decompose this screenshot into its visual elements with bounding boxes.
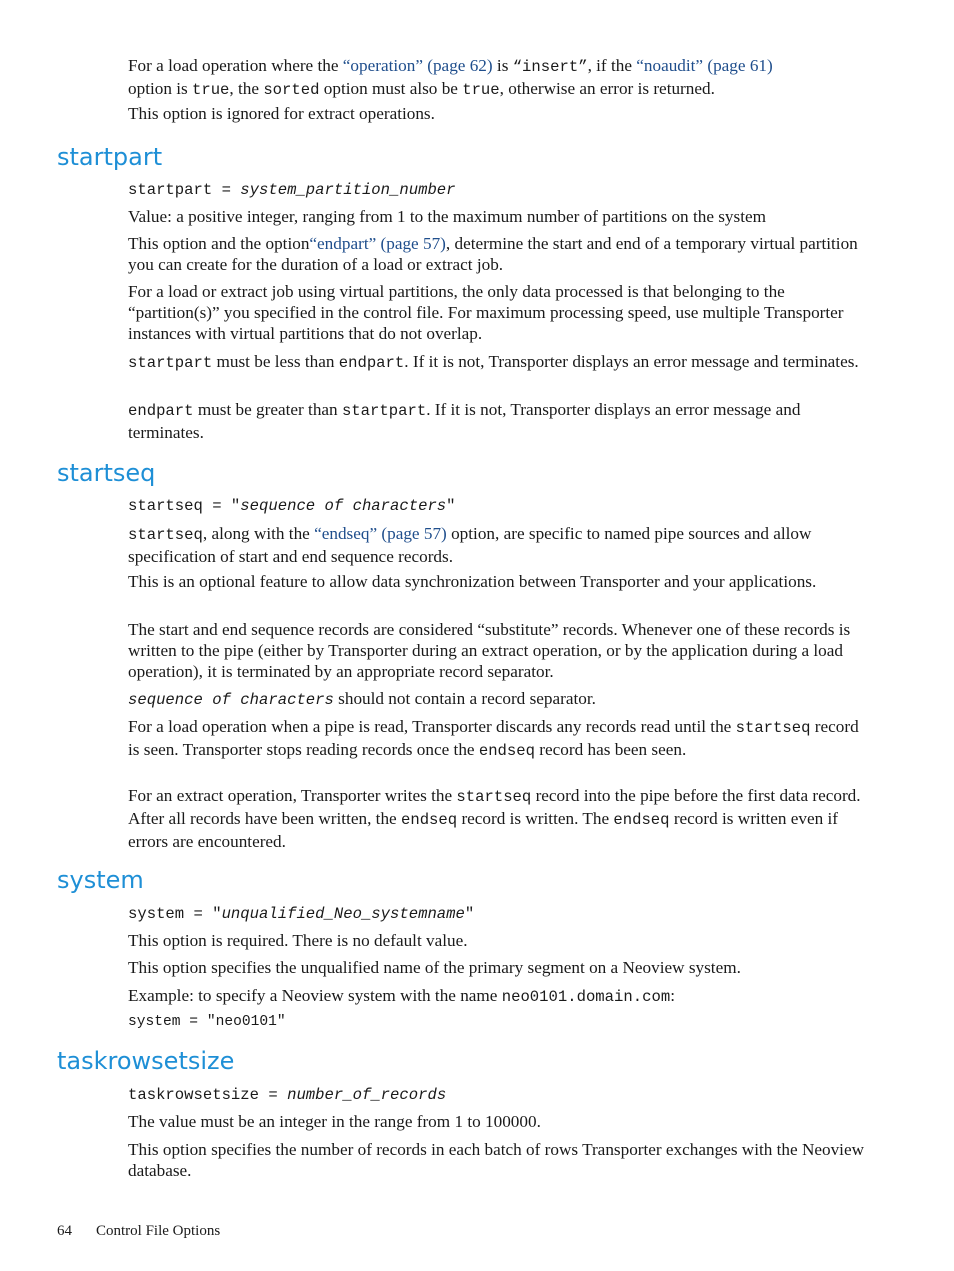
taskrowsetsize-heading: taskrowsetsize — [57, 1047, 235, 1075]
startseq-heading: startseq — [57, 459, 156, 487]
taskrowsetsize-paragraph-1: The value must be an integer in the range from 1 to 100000. — [128, 1112, 541, 1131]
taskrowsetsize-syntax: taskrowsetsize = number_of_records — [128, 1086, 447, 1104]
system-paragraph-2: This option specifies the unqualified name of the primary segment on a Neoview system. — [128, 958, 741, 977]
startseq-paragraph-3: The start and end sequence records are considered “substitute” records. Whenever one of these records is written to the pipe (either by Transporter during an extract operation, or by the application during a load operation), it is terminated by an appropriate record separator. — [128, 620, 851, 681]
system-paragraph-3: Example: to specify a Neoview system with the name neo0101.domain.com: — [128, 986, 675, 1006]
system-heading: system — [57, 866, 144, 894]
startpart-syntax: startpart = system_partition_number — [128, 181, 456, 199]
operation-link[interactable]: “operation” (page 62) — [342, 56, 493, 75]
intro-paragraph-1: For a load operation where the “operation” (page 62) is “insert”, if the “noaudit” (page 61) option is true, the sorted option must also be true, otherwise an error is returned. — [128, 56, 773, 99]
system-syntax: system = "unqualified_Neo_systemname" — [128, 905, 475, 923]
startpart-paragraph-5: endpart must be greater than startpart. If it is not, Transporter displays an error message and terminates. — [128, 400, 801, 442]
startpart-heading: startpart — [57, 143, 163, 171]
noaudit-link[interactable]: “noaudit” (page 61) — [636, 56, 773, 75]
page-number: 64 — [57, 1223, 72, 1239]
footer-section-title: Control File Options — [96, 1223, 221, 1239]
system-example: system = "neo0101" — [128, 1014, 286, 1030]
startseq-paragraph-5: For a load operation when a pipe is read, Transporter discards any records read until the startseq record is seen. Transporter stops reading records once the endseq record has been seen. — [128, 717, 859, 760]
endpart-link[interactable]: “endpart” (page 57) — [309, 234, 446, 253]
startpart-paragraph-3: For a load or extract job using virtual partitions, the only data processed is that belonging to the “partition(s)” you specified in the control file. For maximum processing speed, use multiple Transporter instances with virtual partitions that do not overlap. — [128, 282, 844, 343]
system-paragraph-1: This option is required. There is no default value. — [128, 931, 468, 950]
startpart-paragraph-2: This option and the option“endpart” (page 57), determine the start and end of a temporary virtual partition you can create for the duration of a load or extract job. — [128, 234, 858, 274]
startseq-paragraph-1: startseq, along with the “endseq” (page 57) option, are specific to named pipe sources and allow specification of start and end sequence records. — [128, 524, 812, 566]
intro-paragraph-2: This option is ignored for extract operations. — [128, 104, 435, 123]
startseq-syntax: startseq = "sequence of characters" — [128, 497, 456, 515]
startseq-paragraph-6: For an extract operation, Transporter writes the startseq record into the pipe before the first data record. After all records have been written, the endseq record is written. The endseq record is written even if errors are encountered. — [128, 786, 861, 851]
endseq-link[interactable]: “endseq” (page 57) — [314, 524, 447, 543]
taskrowsetsize-paragraph-2: This option specifies the number of records in each batch of rows Transporter exchanges with the Neoview database. — [128, 1140, 864, 1180]
startseq-paragraph-4: sequence of characters should not contain a record separator. — [128, 689, 596, 709]
startpart-paragraph-4: startpart must be less than endpart. If it is not, Transporter displays an error message and terminates. — [128, 352, 859, 372]
startseq-paragraph-2: This is an optional feature to allow data synchronization between Transporter and your applications. — [128, 572, 817, 591]
startpart-value: Value: a positive integer, ranging from 1 to the maximum number of partitions on the system — [128, 207, 766, 226]
